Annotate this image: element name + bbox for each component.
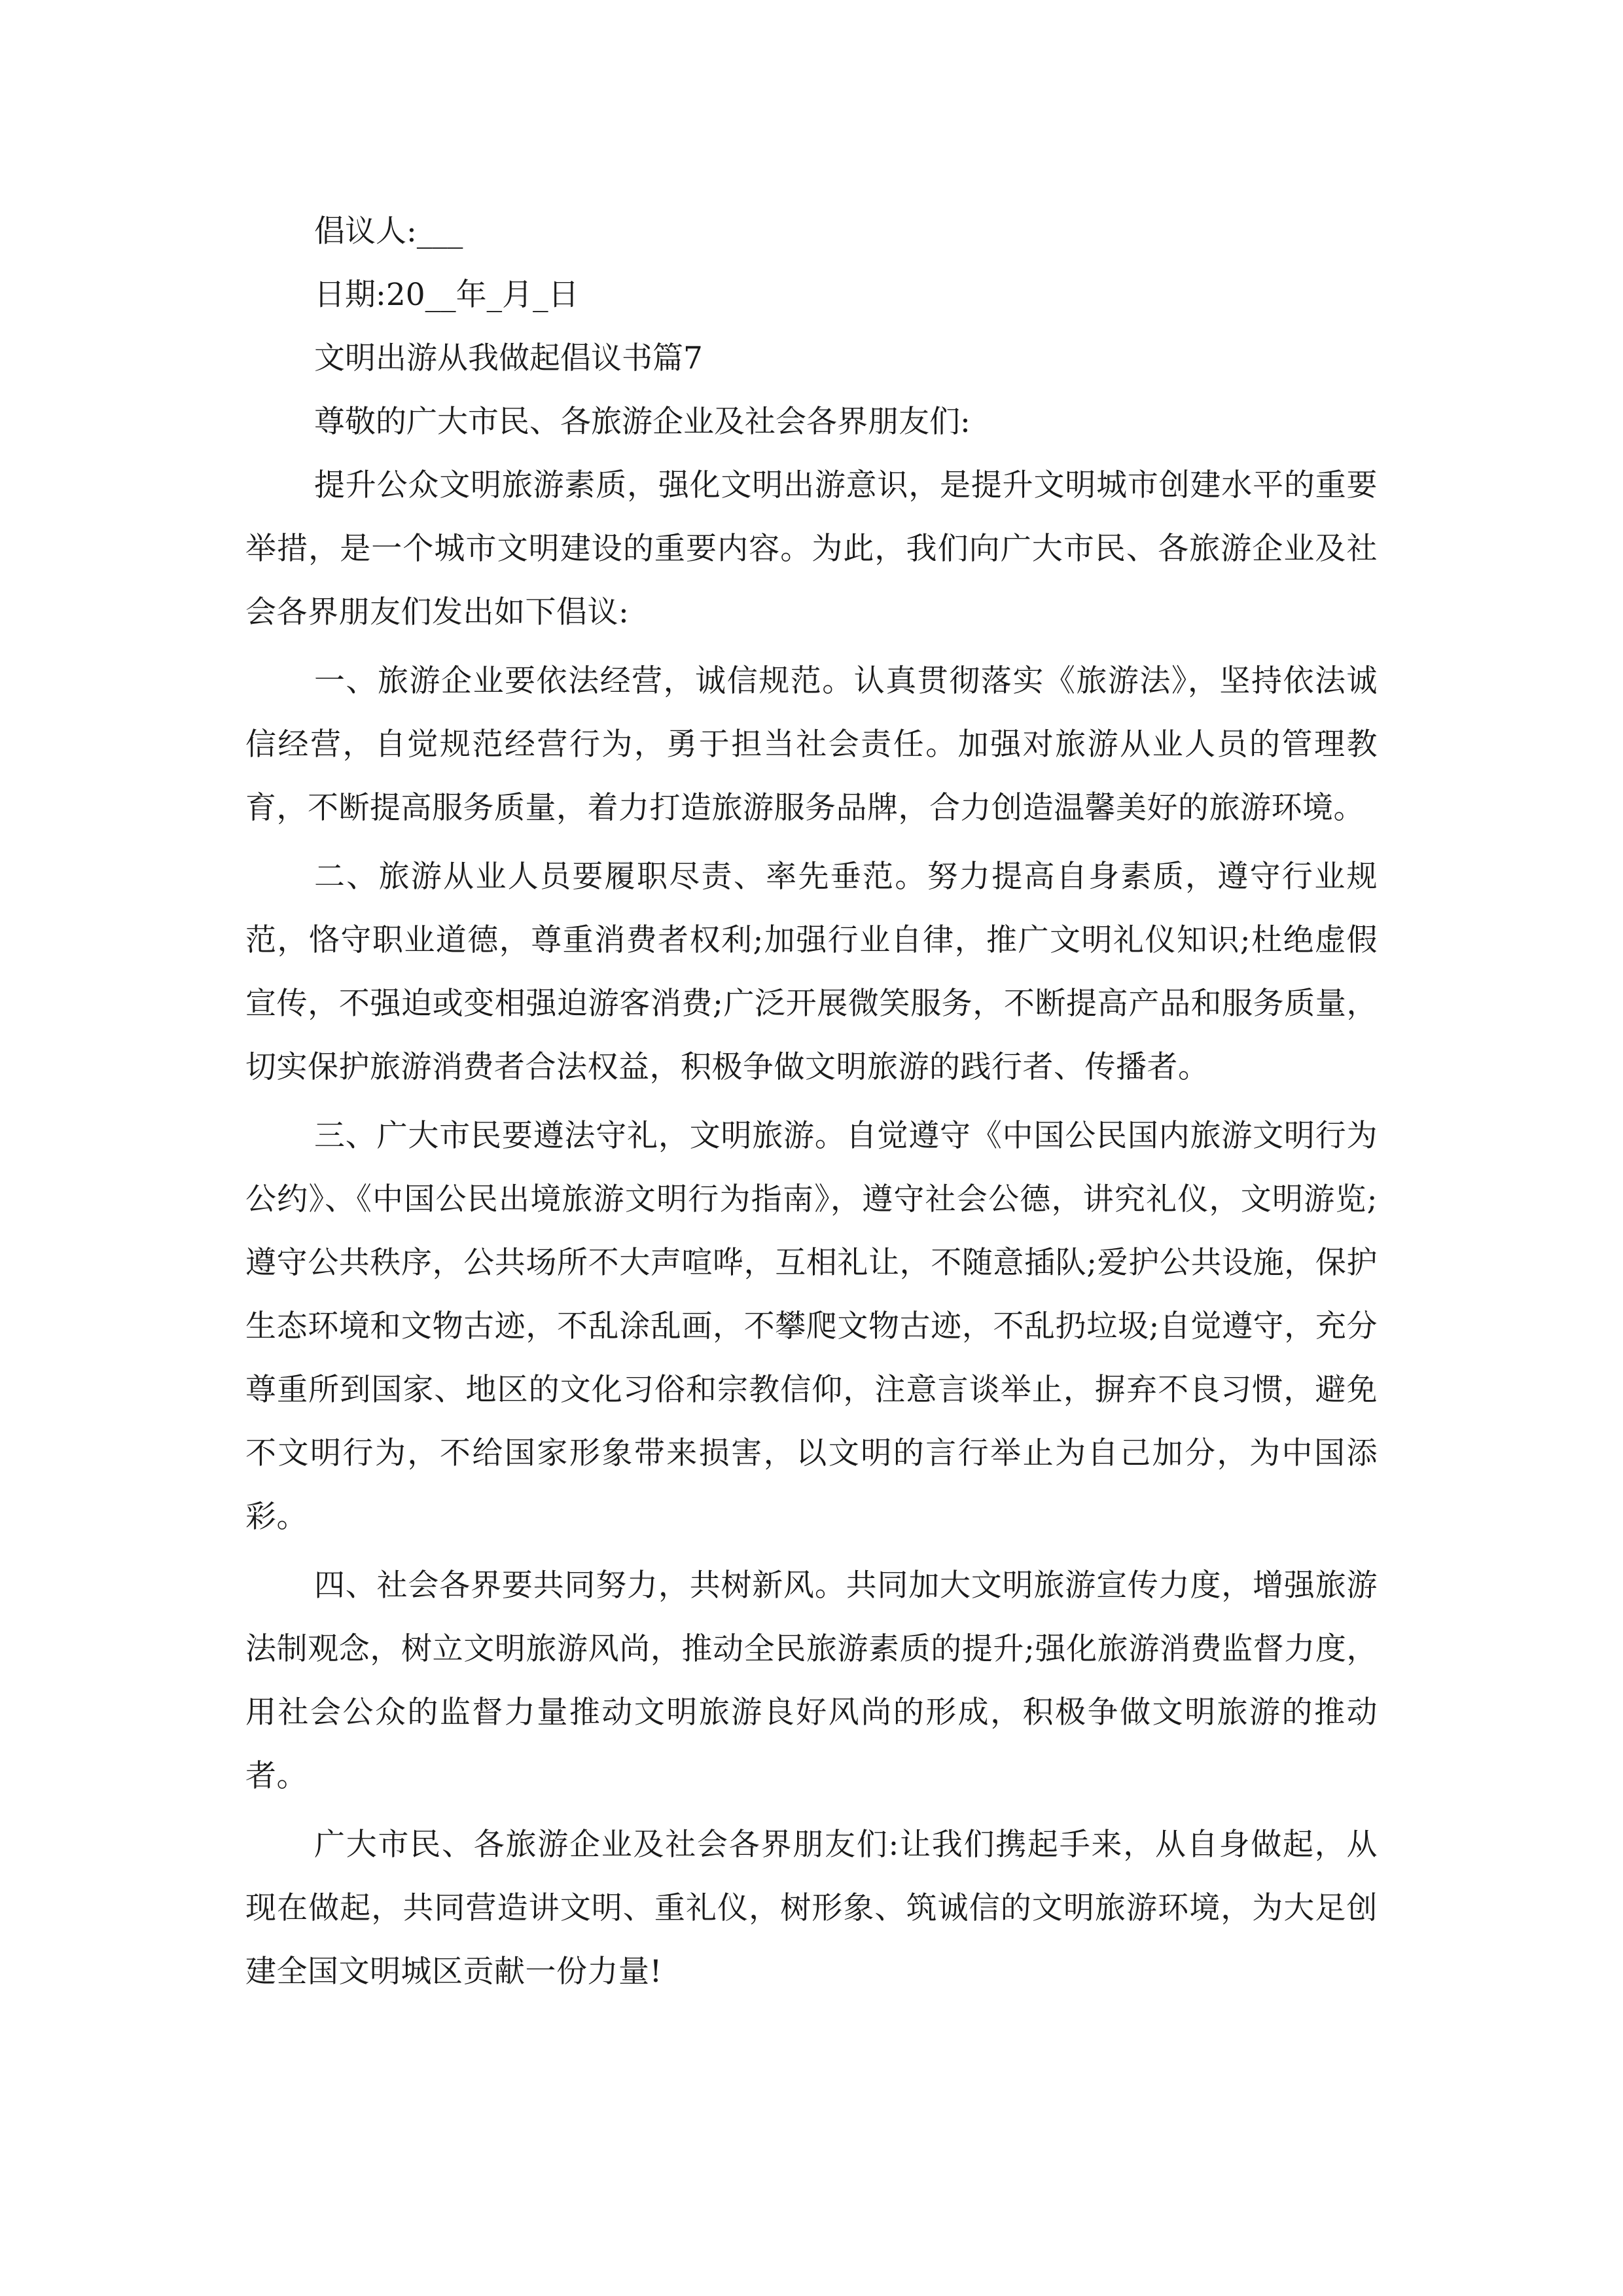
salutation: 尊敬的广大市民、各旅游企业及社会各界朋友们: (314, 404, 971, 440)
paragraph-item-3: 三、广大市民要遵法守礼，文明旅游。自觉遵守《中国公民国内旅游文明行为公约》、《中国公民出境旅游文明行为指南》，遵守社会公德，讲究礼仪，文明游览;遵守公共秩序，公共场所不大声喧哗，互相礼让，不随意插队;爱护公共设施，保护生态环境和文物古迹，不乱涂乱画，不攀爬文物古迹，不乱扔垃圾;自觉遵守，充分尊重所到国家、地区的文化习俗和宗教信仰，注意言谈举止，摒弃不良习惯，避免不文明行为，不给国家形象带来损害，以文明的言行举止为自己加分，为中国添彩。 (245, 1118, 1378, 1535)
paragraph-item-4: 四、社会各界要共同努力，共树新风。共同加大文明旅游宣传力度，增强旅游法制观念，树立文明旅游风尚，推动全民旅游素质的提升;强化旅游消费监督力度，用社会公众的监督力量推动文明旅游良好风尚的形成，积极争做文明旅游的推动者。 (245, 1568, 1378, 1794)
paragraph-item-1: 一、旅游企业要依法经营，诚信规范。认真贯彻落实《旅游法》，坚持依法诚信经营，自觉规范经营行为，勇于担当社会责任。加强对旅游从业人员的管理教育，不断提高服务质量，着力打造旅游服务品牌，合力创造温馨美好的旅游环境。 (245, 663, 1378, 826)
paragraph-closing: 广大市民、各旅游企业及社会各界朋友们:让我们携起手来，从自身做起，从现在做起，共同营造讲文明、重礼仪，树形象、筑诚信的文明旅游环境，为大足创建全国文明城区贡献一份力量! (245, 1827, 1378, 1990)
paragraph-item-2: 二、旅游从业人员要履职尽责、率先垂范。努力提高自身素质，遵守行业规范，恪守职业道德，尊重消费者权利;加强行业自律，推广文明礼仪知识;杜绝虚假宣传，不强迫或变相强迫游客消费;广泛开展微笑服务，不断提高产品和服务质量，切实保护旅游消费者合法权益，积极争做文明旅游的践行者、传播者。 (245, 859, 1378, 1085)
document-page (245, 200, 1378, 2003)
date-line: 日期:20__年_月_日 (314, 277, 579, 313)
proposer-line: 倡议人:___ (314, 213, 463, 249)
paragraph-intro: 提升公众文明旅游素质，强化文明出游意识，是提升文明城市创建水平的重要举措，是一个城市文明建设的重要内容。为此，我们向广大市民、各旅游企业及社会各界朋友们发出如下倡议: (245, 467, 1378, 630)
section-title: 文明出游从我做起倡议书篇7 (314, 340, 703, 376)
